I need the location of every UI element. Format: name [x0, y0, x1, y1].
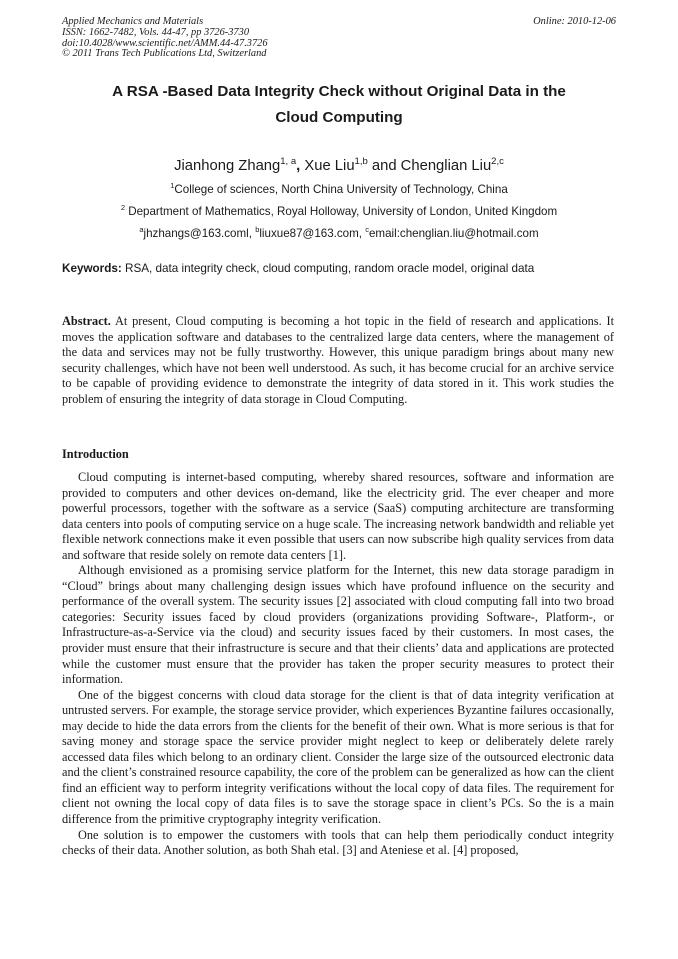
author-2-name: Xue Liu [300, 158, 355, 174]
email-line [62, 227, 616, 241]
author-1-name: Jianhong Zhang [174, 158, 281, 174]
affiliation-2-sup: 2 [120, 203, 125, 213]
email-c-sup: c [365, 225, 369, 235]
journal-name: Applied Mechanics and Materials [62, 16, 204, 27]
email-b: liuxue87@163.com, [259, 227, 366, 240]
abstract-paragraph [62, 314, 614, 407]
doi-line: doi:10.4028/www.scientific.net/AMM.44-47.3726 [62, 37, 268, 49]
paper-title [62, 79, 616, 131]
author-list [62, 156, 616, 176]
keywords-label: Keywords: [62, 262, 122, 275]
author-1-sup: 1, a [280, 156, 297, 168]
affiliation-1 [62, 183, 616, 197]
intro-paragraph-3: One of the biggest concerns with cloud data storage for the client is that of data integrity verification at untrusted servers. For example, the storage service provider, which experiences Byzantine failures occasionally, may decide to hide the data errors from the clients for the benefit of their own. What is more serious is that for saving money and storage space the service provider might neglect to keep or deliberately delete rarely accessed data files which belong to an ordinary client. Consider the large size of the outsourced electronic data and the client’s constrained resource capability, the core of the problem can be generalized as how can the client find an efficient way to perform integrity verifications without the local copy of data files. The requirement for client not owning the local copy of data files is to save the storage space in client’s PCs. So the is a main difference from the primitive cryptography integrity verification. [62, 687, 614, 827]
affiliation-1-text: College of sciences, North China University of Technology, China [174, 183, 508, 196]
author-2-sup: 1,b [354, 156, 368, 168]
email-a: jhzhangs@163.coml, [143, 227, 256, 240]
title-line-1: A RSA -Based Data Integrity Check without Original Data in the [112, 83, 566, 100]
copyright-line: © 2011 Trans Tech Publications Ltd, Switzerland [62, 48, 267, 60]
abstract-text: At present, Cloud computing is becoming a hot topic in the field of research and applications. It moves the application software and databases to the centralized large data centers, where the management of the data and services may not be fully trustworthy. However, this unique paradigm brings about many new security challenges, which have not been well understood. As such, it has become crucial for an archive service to be capable of providing evidence to demonstrate the integrity of data stored in it. This work studies the problem of ensuring the integrity of data storage in Cloud Computing. [62, 314, 614, 406]
email-b-sup: b [255, 225, 260, 235]
affiliation-2-text: Department of Mathematics, Royal Holloway, University of London, United Kingdom [124, 205, 558, 218]
intro-paragraph-2: Although envisioned as a promising service platform for the Internet, this new data storage paradigm in “Cloud” brings about many challenging design issues which have profound influence on the security and performance of the overall system. The security issues [2] associated with cloud computing fall into two broad categories: Security issues faced by cloud providers (organizations providing Software-, Platform-, or Infrastructure-as-a-Service via the cloud) and security issues faced by their customers. In most cases, the provider must ensure that their infrastructure is secure and that their clients’ data and applications are protected while the customer must ensure that the provider has taken the proper security measures to protect their information. [62, 563, 614, 687]
section-heading-introduction: Introduction [62, 447, 129, 461]
author-3-name: and Chenglian Liu [367, 158, 492, 174]
issn-line: ISSN: 1662-7482, Vols. 44-47, pp 3726-3730 [62, 26, 250, 38]
keywords [62, 262, 616, 276]
intro-paragraph-1: Cloud computing is internet-based computing, whereby shared resources, software and information are provided to computers and other devices on-demand, like the electricity grid. The ever cheaper and more powerful processors, together with the software as a service (SaaS) computing architecture are transforming data centers into pools of computing service on a huge scale. The increasing network bandwidth and reliable yet flexible network connections make it even possible that users can now subscribe high quality services from data and software that reside solely on remote data centers [1]. [62, 470, 614, 562]
intro-paragraph-4: One solution is to empower the customers with tools that can help them periodically conduct integrity checks of their data. Another solution, as both Shah etal. [3] and Ateniese et al. [4] proposed, [62, 827, 614, 858]
abstract-label: Abstract. [62, 314, 111, 328]
keywords-text: RSA, data integrity check, cloud computing, random oracle model, original data [121, 262, 535, 275]
email-a-sup: a [139, 225, 144, 235]
introduction-body [62, 470, 614, 859]
journal-header [62, 17, 616, 60]
affiliation-1-sup: 1 [170, 181, 175, 191]
author-separator: , [296, 158, 301, 174]
affiliation-2 [62, 205, 616, 219]
abstract [62, 314, 614, 407]
email-c: email:chenglian.liu@hotmail.com [368, 227, 539, 240]
title-line-2: Cloud Computing [275, 109, 403, 126]
author-3-sup: 2,c [491, 156, 504, 168]
online-date: Online: 2010-12-06 [533, 16, 616, 27]
